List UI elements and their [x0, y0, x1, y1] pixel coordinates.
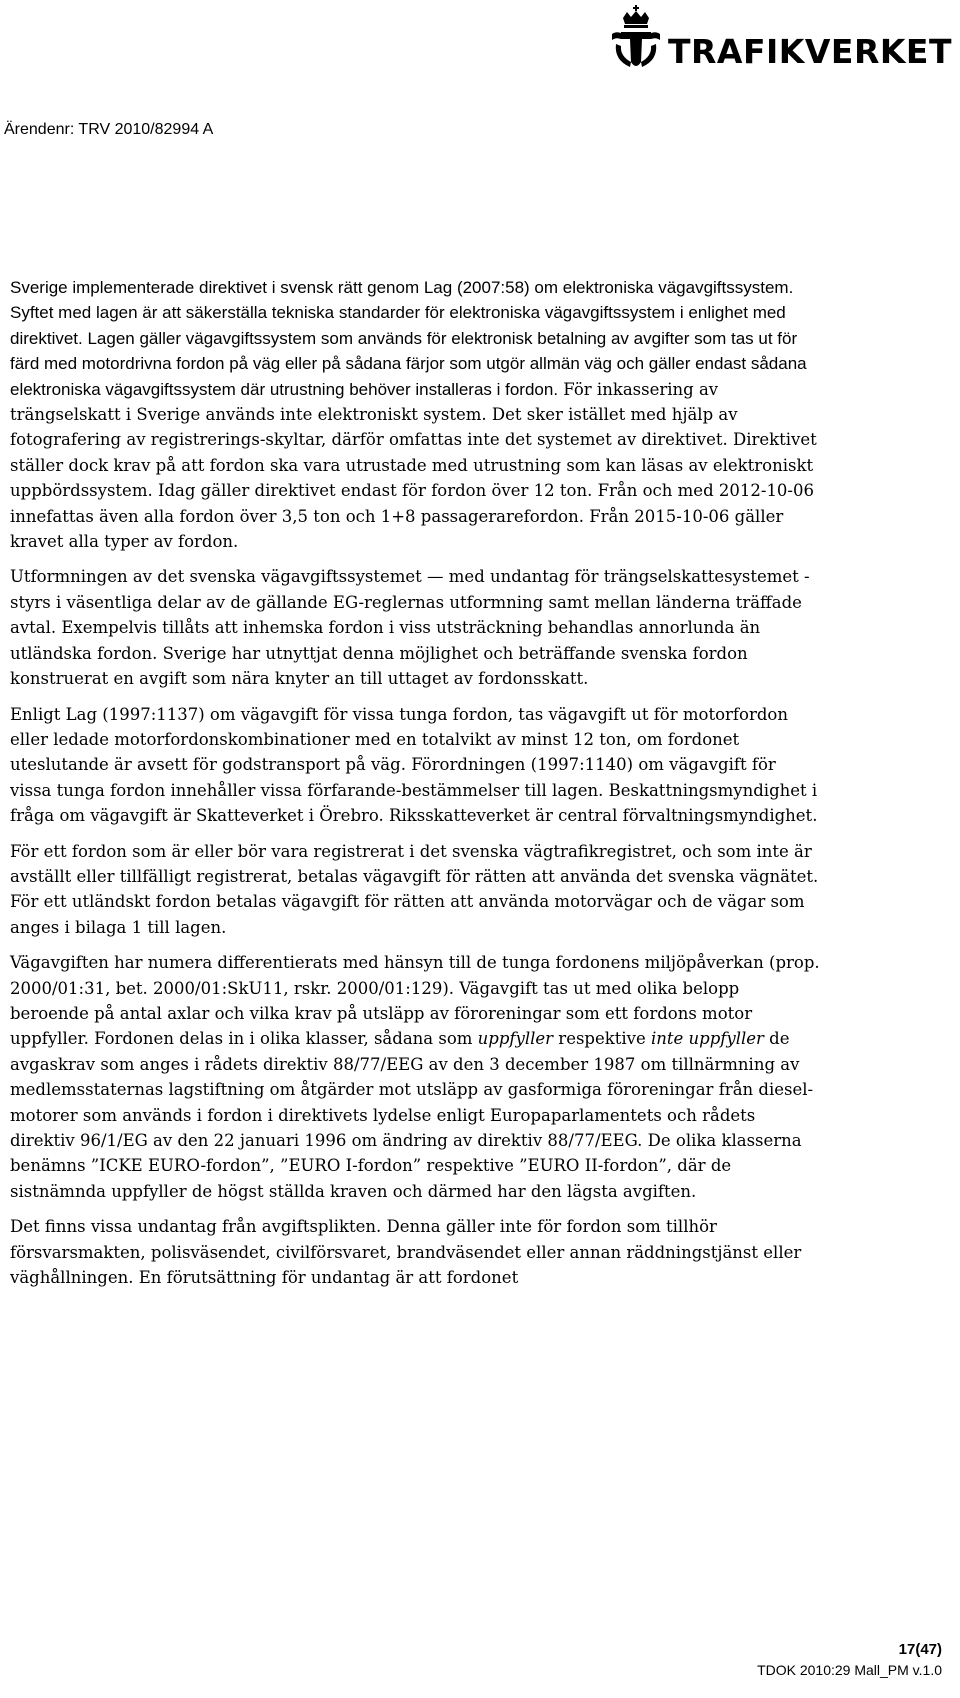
trafikverket-logo	[610, 2, 952, 74]
paragraph-5-part-c: de avgaskrav som anges i rådets direktiv 88/77/EEG av den 3 december 1987 om tillnärmning av medlemsstaternas lagstiftning om åtgärder mot utsläpp av gasformiga föroreningar från diesel-motorer som används i fordon i direktivets lydelse enligt Europaparlamentets och rådets direktiv 96/1/EG av den 22 januari 1996 om ändring av direktiv 88/77/EEG. De olika klasserna benämns ”ICKE EURO-fordon”, ”EURO I-fordon” respektive ”EURO II-fordon”, där de sistnämnda uppfyller de högst ställda kraven och därmed har den lägsta avgiften.	[10, 1029, 814, 1201]
paragraph-1	[10, 275, 820, 554]
template-id: TDOK 2010:29 Mall_PM v.1.0	[757, 1662, 942, 1678]
emphasis-inte-uppfyller: inte uppfyller	[651, 1029, 764, 1049]
paragraph-5	[10, 950, 820, 1204]
emphasis-uppfyller: uppfyller	[477, 1029, 554, 1049]
paragraph-5-part-b: respektive	[553, 1029, 651, 1049]
crown-emblem-icon	[610, 4, 662, 74]
paragraph-2: Utformningen av det svenska vägavgiftssystemet — med undantag för trängselskattesystemet - styrs i väsentliga delar av de gällande EG-reglernas utformning samt mellan länderna träffade avtal. Exempelvis tillåts att inhemska fordon i viss utsträckning behandlas annorlunda än utländska fordon. Sverige har utnyttjat denna möjlighet och beträffande svenska fordon konstruerat en avgift som nära knyter an till uttaget av fordonsskatt.	[10, 567, 810, 689]
logo-text: TRAFIKVERKET	[668, 32, 952, 71]
case-number: Ärendenr: TRV 2010/82994 A	[4, 121, 214, 138]
page-number: 17(47)	[898, 1641, 942, 1658]
paragraph-3: Enligt Lag (1997:1137) om vägavgift för vissa tunga fordon, tas vägavgift ut för motorfordon eller ledade motorfordonskombinationer med en totalvikt av minst 12 ton, om fordonet uteslutande är avsett för godstransport på väg. Förordningen (1997:1140) om vägavgift för vissa tunga fordon innehåller vissa förfarande-bestämmelser till lagen. Beskattningsmyndighet i fråga om vägavgift är Skatteverket i Örebro. Riksskatteverket är central förvaltningsmyndighet.	[10, 704, 818, 826]
document-body	[10, 275, 820, 1300]
paragraph-6: Det finns vissa undantag från avgiftsplikten. Denna gäller inte för fordon som tillhör försvarsmakten, polisväsendet, civilförsvaret, brandväsendet eller annan räddningstjänst eller väghållningen. En förutsättning för undantag är att fordonet	[10, 1217, 802, 1288]
paragraph-1-serif-part: För inkassering av trängselskatt i Sverige används inte elektroniskt system. Det sker istället med hjälp av fotografering av registrerings-skyltar, därför omfattas inte det systemet av direktivet. Direktivet ställer dock krav på att fordon ska vara utrustade med utrustning som kan läsas av elektroniskt uppbördssystem. Idag gäller direktivet endast för fordon över 12 ton. Från och med 2012-10-06 innefattas även alla fordon över 3,5 ton och 1+8 passagerarefordon. Från 2015-10-06 gäller kravet alla typer av fordon.	[10, 379, 817, 552]
paragraph-1-sans-part: Sverige implementerade direktivet i svensk rätt genom Lag (2007:58) om elektroniska vägavgiftssystem. Syftet med lagen är att säkerställa tekniska standarder för elektroniska vägavgiftssystem i enlighet med direktivet. Lagen gäller vägavgiftssystem som används för elektronisk betalning av avgifter som tas ut för färd med motordrivna fordon på väg eller på sådana färjor som utgör allmän väg och gäller endast sådana elektroniska vägavgiftssystem där utrustning behöver installeras i fordon.	[10, 278, 807, 399]
page-footer	[757, 1640, 942, 1680]
paragraph-4: För ett fordon som är eller bör vara registrerat i det svenska vägtrafikregistret, och som inte är avställt eller tillfälligt registrerat, betalas vägavgift för rätten att använda det svenska vägnätet. För ett utländskt fordon betalas vägavgift för rätten att använda motorvägar och de vägar som anges i bilaga 1 till lagen.	[10, 841, 819, 937]
paragraph-5-part-a: Vägavgiften har numera differentierats med hänsyn till de tunga fordonens miljöpåverkan (prop. 2000/01:31, bet. 2000/01:SkU11, rskr. 2000/01:129). Vägavgift tas ut med olika belopp beroende på antal axlar och vilka krav på utsläpp av föroreningar som ett fordons motor uppfyller. Fordonen delas in i olika klasser, sådana som	[10, 953, 820, 1049]
